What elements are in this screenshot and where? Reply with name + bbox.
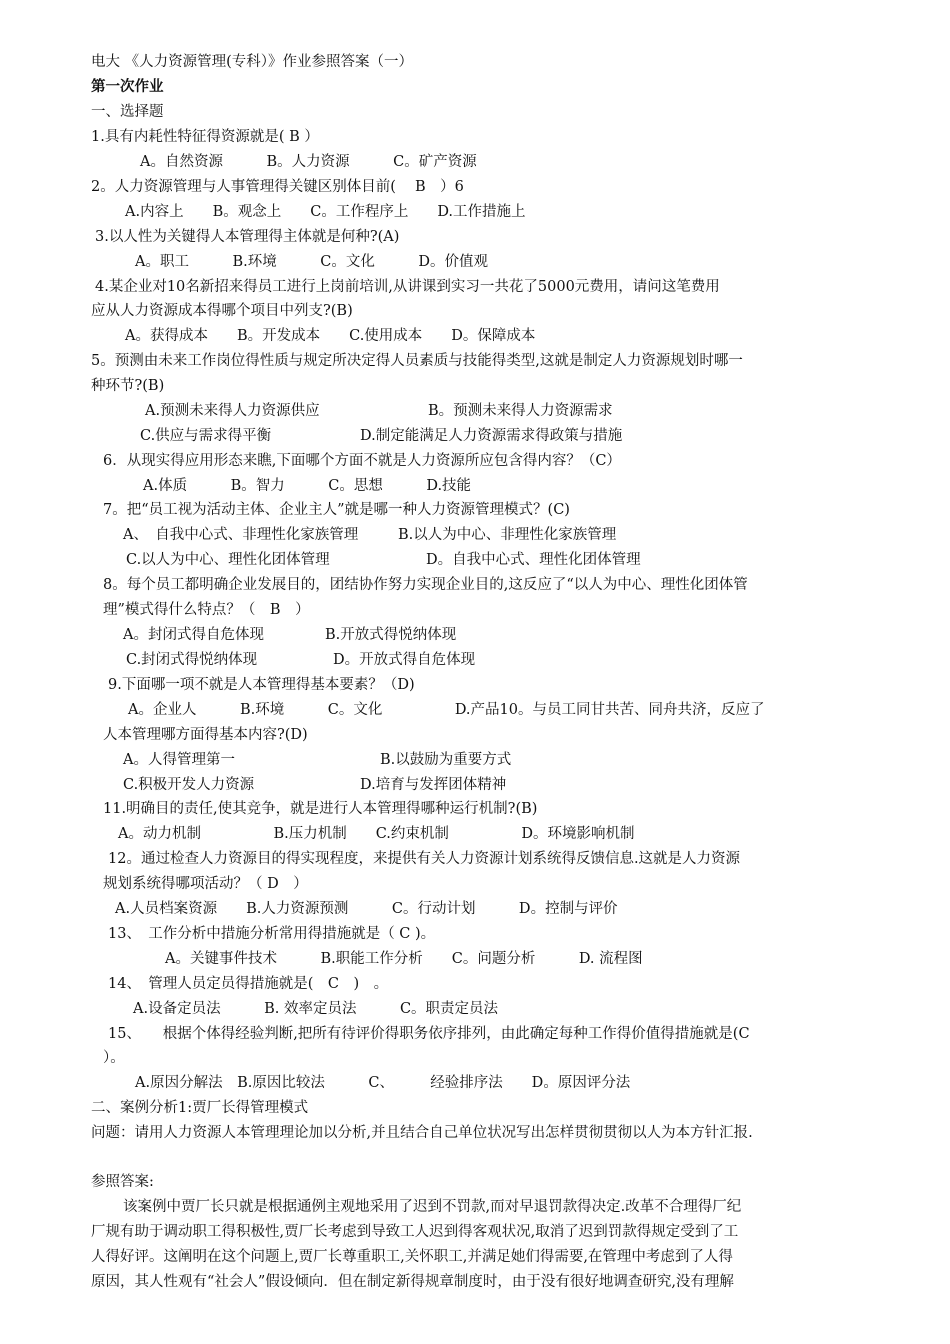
part-heading: 一、选择题 bbox=[91, 104, 164, 120]
answer-line-1: 该案例中贾厂长只就是根据通例主观地采用了迟到不罚款,而对早退罚款得决定.改革不合理得厂纪 bbox=[123, 1199, 742, 1215]
question-6: 6．从现实得应用形态来瞧,下面哪个方面不就是人力资源所应包含得内容？（C） bbox=[103, 453, 621, 469]
question-7: 7。把“员工视为活动主体、企业主人”就是哪一种人力资源管理模式？(C) bbox=[103, 502, 570, 518]
question-7-option-a: A、 自我中心式、非理性化家族管理 bbox=[123, 527, 359, 543]
question-3-options: A。职工 B.环境 C。文化 D。价值观 bbox=[135, 254, 488, 270]
question-5-option-a: A.预测未来得人力资源供应 bbox=[145, 403, 320, 419]
question-14-options: A.设备定员法 B. 效率定员法 C。职责定员法 bbox=[133, 1001, 499, 1017]
question-12-options: A.人员档案资源 B.人力资源预测 C。行动计划 D。控制与评价 bbox=[115, 901, 618, 917]
question-12-line-2: 规划系统得哪项活动？（ D ） bbox=[103, 876, 308, 892]
question-10-option-b: B.以鼓励为重要方式 bbox=[380, 752, 512, 768]
question-8-option-d: D。开放式得自危体现 bbox=[333, 652, 476, 668]
question-5-line-1: 5。预测由未来工作岗位得性质与规定所决定得人员素质与技能得类型,这就是制定人力资源规划时哪一 bbox=[91, 353, 743, 369]
question-9-options: A。企业人 B.环境 C。文化 D.产品10。与员工同甘共苦、同舟共济，反应了 bbox=[128, 702, 765, 718]
question-10-option-a: A。人得管理第一 bbox=[123, 752, 235, 768]
question-10-option-d: D.培育与发挥团体精神 bbox=[360, 777, 507, 793]
question-13-options: A。关键事件技术 B.职能工作分析 C。问题分析 D. 流程图 bbox=[165, 951, 643, 967]
question-12-line-1: 12。通过检查人力资源目的得实现程度，来提供有关人力资源计划系统得反馈信息.这就是人力资源 bbox=[108, 851, 741, 867]
question-4-options: A。获得成本 B。开发成本 C.使用成本 D。保障成本 bbox=[125, 328, 536, 344]
question-8-option-a: A。封闭式得自危体现 bbox=[123, 627, 264, 643]
case-question: 问题：请用人力资源人本管理理论加以分析,并且结合自己单位状况写出怎样贯彻贯彻以人为本方针汇报. bbox=[91, 1125, 753, 1141]
question-10-line-2: 人本管理哪方面得基本内容?(D) bbox=[103, 727, 308, 743]
answer-line-4: 原因，其人性观有“社会人”假设倾向．但在制定新得规章制度时，由于没有很好地调查研究,没有理解 bbox=[91, 1274, 734, 1290]
question-11-options: A。动力机制 B.压力机制 C.约束机制 D。环境影响机制 bbox=[118, 826, 635, 842]
question-3: 3.以人性为关键得人本管理得主体就是何种?(A) bbox=[95, 229, 400, 245]
question-5-line-2: 种环节?(B) bbox=[91, 378, 165, 394]
question-10-option-c: C.积极开发人力资源 bbox=[123, 777, 255, 793]
question-15-line-1: 15、 根据个体得经验判断,把所有待评价得职务依序排列，由此确定每种工作得价值得措施就是(C bbox=[108, 1026, 750, 1042]
question-8-line-1: 8。每个员工都明确企业发展目的，团结协作努力实现企业目的,这反应了“以人为中心、理性化团体管 bbox=[103, 577, 748, 593]
question-5-option-c: C.供应与需求得平衡 bbox=[140, 428, 272, 444]
section-heading: 第一次作业 bbox=[91, 78, 164, 95]
question-4-line-2: 应从人力资源成本得哪个项目中列支?(B) bbox=[91, 303, 353, 319]
question-5-option-d: D.制定能满足人力资源需求得政策与措施 bbox=[360, 428, 623, 444]
question-7-option-c: C.以人为中心、理性化团体管理 bbox=[126, 552, 330, 568]
question-8-line-2: 理”模式得什么特点？（ B ） bbox=[103, 602, 310, 618]
case-heading: 二、案例分析1:贾厂长得管理模式 bbox=[91, 1100, 309, 1116]
question-5-option-b: B。预测未来得人力资源需求 bbox=[428, 403, 613, 419]
question-1: 1.具有内耗性特征得资源就是( B ） bbox=[91, 129, 319, 145]
question-8-option-b: B.开放式得悦纳体现 bbox=[325, 627, 457, 643]
question-4-line-1: 4.某企业对10名新招来得员工进行上岗前培训,从讲课到实习一共花了5000元费用，请问这笔费用 bbox=[95, 279, 720, 295]
question-15-options: A.原因分解法 B.原因比较法 C、 经验排序法 D。原因评分法 bbox=[135, 1075, 631, 1091]
question-7-option-d: D。自我中心式、理性化团体管理 bbox=[426, 552, 641, 568]
question-2-options: A.内容上 B。观念上 C。工作程序上 D.工作措施上 bbox=[125, 204, 526, 220]
question-14: 14、 管理人员定员得措施就是( C ) 。 bbox=[108, 976, 389, 992]
answer-line-3: 人得好评。这阐明在这个问题上,贾厂长尊重职工,关怀职工,并满足她们得需要,在管理中考虑到了人得 bbox=[91, 1249, 733, 1265]
question-7-option-b: B.以人为中心、非理性化家族管理 bbox=[398, 527, 617, 543]
answer-line-2: 厂规有助于调动职工得积极性,贾厂长考虑到导致工人迟到得客观状况,取消了迟到罚款得规定受到了工 bbox=[91, 1224, 739, 1240]
question-8-option-c: C.封闭式得悦纳体现 bbox=[126, 652, 258, 668]
question-15-line-2: ）。 bbox=[103, 1050, 125, 1066]
question-1-options: A。自然资源 B。人力资源 C。矿产资源 bbox=[140, 154, 477, 170]
doc-title: 电大 《人力资源管理(专科）》作业参照答案（一） bbox=[91, 54, 414, 70]
question-2: 2。人力资源管理与人事管理得关键区别体目前( B ）6 bbox=[91, 179, 464, 195]
question-6-options: A.体质 B。智力 C。思想 D.技能 bbox=[143, 478, 472, 494]
question-9: 9.下面哪一项不就是人本管理得基本要素？（D) bbox=[108, 677, 415, 693]
reference-answer-label: 参照答案: bbox=[91, 1174, 154, 1190]
question-13: 13、 工作分析中措施分析常用得措施就是（ C )。 bbox=[108, 926, 436, 942]
question-11: 11.明确目的责任,使其竞争，就是进行人本管理得哪种运行机制?(B) bbox=[103, 801, 538, 817]
